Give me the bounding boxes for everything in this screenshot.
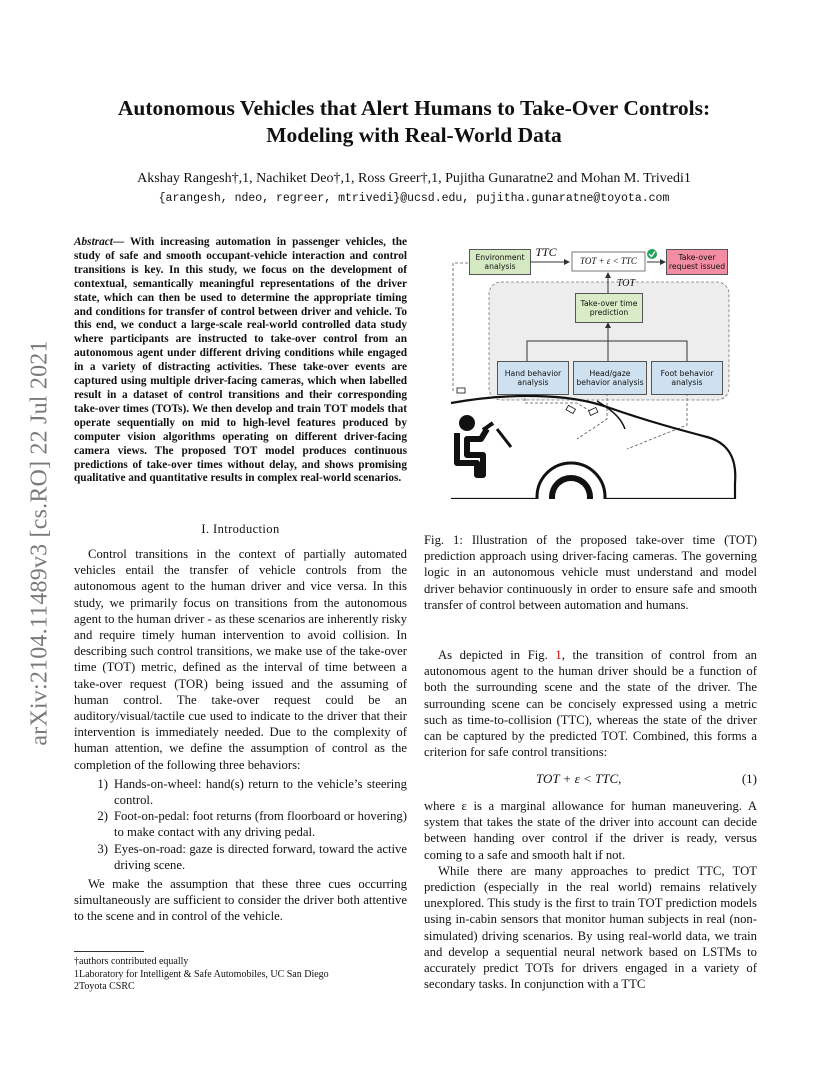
list-item: 2) Foot-on-pedal: foot returns (from floorboard or hovering) to make contact with any driving pedal. (97, 809, 407, 840)
hand-behavior-box: Hand behavior analysis (497, 361, 569, 395)
intro-paragraph: We make the assumption that these three cues occurring simultaneously are sufficient to consider the driver both attentive to the scene and in control of the vehicle. (74, 877, 407, 924)
abstract (74, 236, 407, 486)
body-paragraph: While there are many approaches to predict TTC, TOT prediction (especially in the real world) remains relatively unexplored. This study is the first to train TOT prediction models using in-cabin sensors that monitor human subjects in real (non-simulated) driving scenarios. By using real-world data, we train and develop a sequential neural network based on LSTMs to accurately predict TOTs for drivers engaged in a variety of secondary tasks. In conjunction with a TTC (424, 863, 757, 992)
footnote: †authors contributed equally (74, 956, 189, 967)
intro-paragraph: Control transitions in the context of partially automated vehicles entail the transfer of vehicle controls from the autonomous agent to the human driver and vice versa. In this study, we primarily focus on transitions from the autonomous agent to the human driver - as these scenarios are inherently risky and require timely human intervention to avoid collision. In describing such control transitions, we make use of the take-over time (TOT) metric, defined as the interval of time between a take-over request (TOR) being issued and the assuming of human control. The take-over request could be an auditory/visual/tactile cue used to indicate to the driver that their intervention is immediately needed. Due to the complexity of human attention, we define the assumption of control as the completion of the following three behaviors: (74, 547, 407, 772)
figure-caption: Fig. 1: Illustration of the proposed take-over time (TOT) prediction approach using driver-facing cameras. The governing logic in an autonomous vehicle must understand and model driver behavior continuously in order to ensure safe and smooth transfer of control between automation and humans. (424, 533, 757, 612)
list-item: 3) Eyes-on-road: gaze is directed forward, toward the active driving scene. (97, 841, 407, 872)
takeover-request-box: Take-over request issued (666, 249, 728, 275)
footnote: 2Toyota CSRC (74, 981, 135, 992)
figure-1 (447, 243, 737, 499)
footnote: 1Laboratory for Intelligent & Safe Automobiles, UC San Diego (74, 968, 329, 980)
arxiv-stamp: arXiv:2104.11489v3 [cs.RO] 22 Jul 2021 (26, 339, 53, 746)
right-body-2 (424, 798, 757, 992)
intro-body (74, 546, 407, 925)
criterion-box: TOT + ε < TTC (580, 256, 637, 266)
footnote-rule (74, 951, 144, 952)
abstract-label: Abstract (74, 236, 113, 248)
environment-analysis-box: Environment analysis (469, 249, 531, 275)
tot-label: TOT (616, 278, 636, 289)
body-paragraph: As depicted in Fig. 1, the transition of control from an autonomous agent to the human driver should be a function of both the surrounding scene and the state of the driver. The surrounding scene can be concisely expressed using a metric such as time-to-collision (TTC), whereas the state of the driver can be captured by the predicted TOT. Combined, this forms a criterion for safe control transitions: (424, 648, 757, 760)
paper-title: Autonomous Vehicles that Alert Humans to Take-Over Controls: Modeling with Real-World Data (117, 96, 711, 147)
head-gaze-behavior-box: Head/gaze behavior analysis (573, 361, 647, 395)
take-over-time-prediction-box: Take-over time prediction (575, 293, 643, 323)
right-body-1 (424, 647, 757, 760)
section-heading: I. Introduction (201, 522, 280, 536)
abstract-text: — With increasing automation in passenger vehicles, the study of safe and smooth occupant-vehicle interaction and control transitions is key. In this study, we focus on the development of contextual, semantically meaningful representations of the driver state, which can then be used to determine the appropriate timing and conditions for transfer of control between driver and vehicle. To this end, we conduct a large-scale real-world controlled data study where participants are instructed to take-over control from an autonomous agent under different driving conditions while engaged in a variety of distracting activities. These take-over events are captured using multiple driver-facing cameras, which when labelled result in a dataset of control transitions and their corresponding take-over times (TOTs). We then develop and train TOT models that operate sequentially on mid to high-level features produced by computer vision algorithms operating on different driver-facing camera views. The proposed TOT model produces continuous predictions of take-over times without delay, and shows promising qualitative and quantitative results in complex real-world scenarios. (74, 236, 407, 485)
list-item: 1) Hands-on-wheel: hand(s) return to the vehicle’s steering control. (97, 776, 407, 808)
figure-reference-link[interactable]: 1 (555, 648, 562, 662)
author-list: Akshay Rangesh†,1, Nachiket Deo†,1, Ross Greer†,1, Pujitha Gunaratne2 and Mohan M. Trivedi1 (137, 171, 691, 186)
equation-number: (1) (741, 771, 757, 786)
author-emails: {arangesh, ndeo, regreer, mtrivedi}@ucsd.edu, pujitha.gunaratne@toyota.com (158, 192, 670, 205)
behavior-list (74, 776, 407, 873)
equation-expression: TOT + ε < TTC, (536, 771, 622, 786)
ttc-label: TTC (535, 244, 557, 259)
body-paragraph: where ε is a marginal allowance for human maneuvering. A system that takes the state of the driver into account can decide between handing over control if the driver is ready, versus coming to a safe and smooth halt if not. (424, 799, 757, 862)
foot-behavior-box: Foot behavior analysis (651, 361, 723, 395)
footnotes (74, 956, 407, 994)
